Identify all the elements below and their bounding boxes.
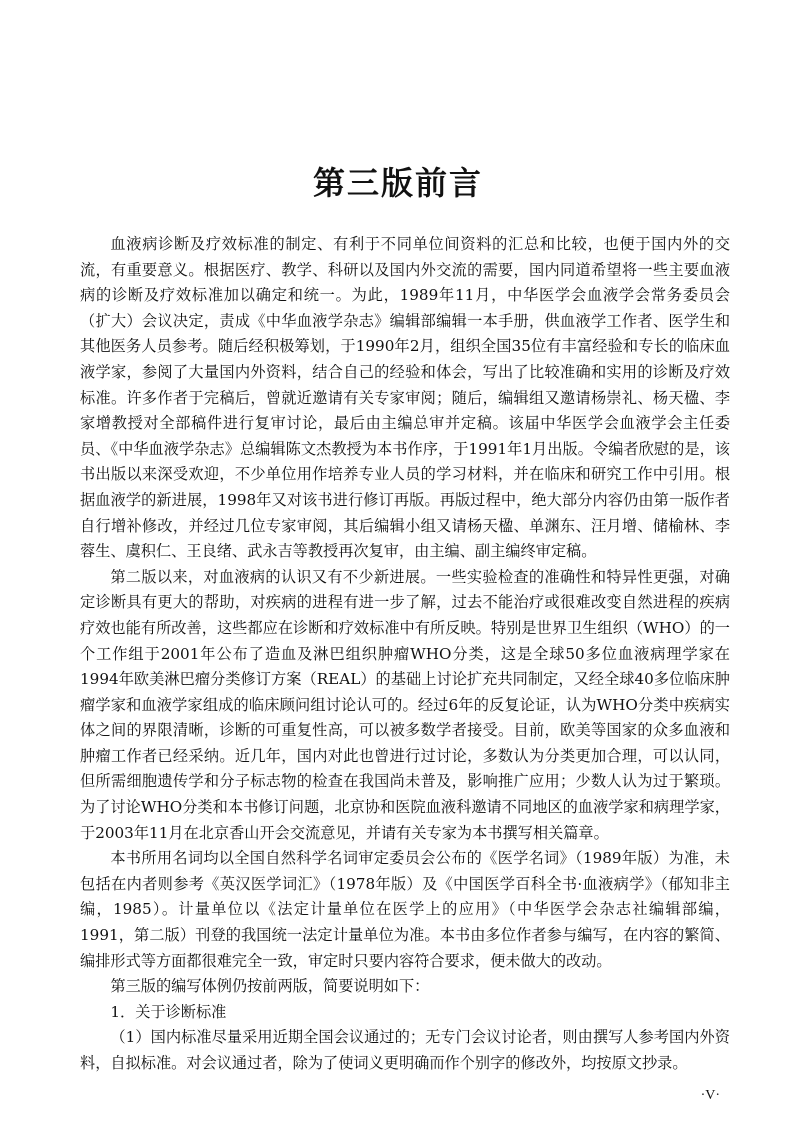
paragraph-1: 血液病诊断及疗效标准的制定、有利于不同单位间资料的汇总和比较，也便于国内外的交流，有重要意义。根据医疗、教学、科研以及国内外交流的需要，国内同道希望将一些主要血液病的诊断及疗效标准加以确定和统一。为此，1989年11月，中华医学会血液学会常务委员会（扩大）会议决定，责成《中华血液学杂志》编辑部编辑一本手册，供血液学工作者、医学生和其他医务人员参考。随后经积极筹划，于1990年2月，组织全国35位有丰富经验和专长的临床血液学家，参阅了大量国内外资料，结合自己的经验和体会，写出了比较准确和实用的诊断及疗效标准。许多作者于完稿后，曾就近邀请有关专家审阅；随后，编辑组又邀请杨崇礼、杨天楹、李家增教授对全部稿件进行复审讨论，最后由主编总审并定稿。该届中华医学会血液学会主任委员、《中华血液学杂志》总编辑陈文杰教授为本书作序，于1991年1月出版。令编者欣慰的是，该书出版以来深受欢迎，不少单位用作培养专业人员的学习材料，并在临床和研究工作中引用。根据血液学的新进展，1998年又对该书进行修订再版。再版过程中，绝大部分内容仍由第一版作者自行增补修改，并经过几位专家审阅，其后编辑小组又请杨天楹、单渊东、汪月增、储榆林、李蓉生、虞积仁、王良绪、武永吉等教授再次复审，由主编、副主编终审定稿。 xyxy=(80,235,730,561)
page-number: ·V· xyxy=(700,1088,720,1103)
paragraph-4: 第三版的编写体例仍按前两版，简要说明如下： xyxy=(110,977,430,996)
page-title: 第三版前言 xyxy=(312,164,483,202)
paragraph-5: （1）国内标准尽量采用近期全国会议通过的；无专门会议讨论者，则由撰写人参考国内外资料，自拟标准。对会议通过者，除为了使词义更明确而作个别字的修改外，均按原文抄录。 xyxy=(80,1028,730,1072)
preface-body xyxy=(80,232,730,1077)
paragraph-2: 第二版以来，对血液病的认识又有不少新进展。一些实验检查的准确性和特异性更强，对确定诊断具有更大的帮助，对疾病的进程有进一步了解，过去不能治疗或很难改变自然进程的疾病疗效也能有所改善，这些都应在诊断和疗效标准中有所反映。特别是世界卫生组织（WHO）的一个工作组于2001年公布了造血及淋巴组织肿瘤WHO分类，这是全球50多位血液病理学家在1994年欧美淋巴瘤分类修订方案（REAL）的基础上讨论扩充共同制定，又经全球40多位临床肿瘤学家和血液学家组成的临床顾问组讨论认可的。经过6年的反复论证，认为WHO分类中疾病实体之间的界限清晰，诊断的可重复性高，可以被多数学者接受。目前，欧美等国家的众多血液和肿瘤工作者已经采纳。近几年，国内对此也曾进行过讨论，多数认为分类更加合理，可以认同，但所需细胞遗传学和分子标志物的检查在我国尚未普及，影响推广应用；少数人认为过于繁琐。为了讨论WHO分类和本书修订问题，北京协和医院血液科邀请不同地区的血液学家和病理学家，于2003年11月在北京香山开会交流意见，并请有关专家为本书撰写相关篇章。 xyxy=(80,567,730,842)
section-heading-diagnosis: 1．关于诊断标准 xyxy=(110,1002,227,1021)
paragraph-3: 本书所用名词均以全国自然科学名词审定委员会公布的《医学名词》（1989年版）为准，未包括在内者则参考《英汉医学词汇》（1978年版）及《中国医学百科全书·血液病学》（郁知非主编，1985）。计量单位以《法定计量单位在医学上的应用》（中华医学会杂志社编辑部编，1991，第二版）刊登的我国统一法定计量单位为准。本书由多位作者参与编写，在内容的繁简、编排形式等方面都很难完全一致，审定时只要内容符合要求，便未做大的改动。 xyxy=(80,849,730,970)
